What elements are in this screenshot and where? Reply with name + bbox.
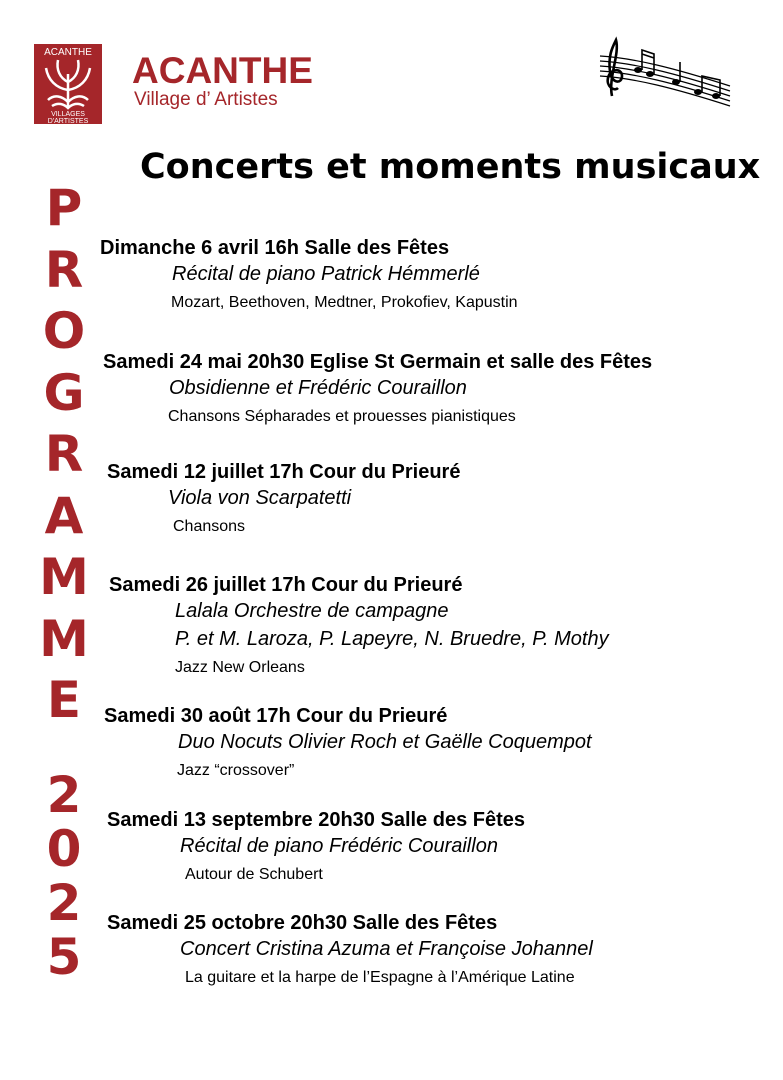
- event-heading: Samedi 13 septembre 20h30 Salle des Fêtes: [107, 809, 525, 831]
- event-heading: Dimanche 6 avril 16h Salle des Fêtes: [100, 237, 450, 259]
- event-note: Mozart, Beethoven, Medtner, Prokofiev, Kapustin: [171, 294, 518, 311]
- event-item: [107, 460, 460, 540]
- programme-letter: A: [44, 486, 84, 545]
- programme-letter: E: [46, 671, 82, 729]
- music-notes-icon: [594, 34, 734, 108]
- event-performer: Concert Cristina Azuma et Françoise Johannel: [180, 938, 593, 960]
- year-digit: 5: [46, 928, 82, 986]
- event-performer: Récital de piano Patrick Hémmerlé: [172, 263, 480, 285]
- event-heading: Samedi 24 mai 20h30 Eglise St Germain et salle des Fêtes: [103, 351, 653, 373]
- programme-letter: R: [44, 240, 84, 299]
- brand-subtitle: Village d’ Artistes: [134, 89, 278, 110]
- event-heading: Samedi 26 juillet 17h Cour du Prieuré: [109, 574, 463, 596]
- event-note: Jazz New Orleans: [175, 659, 305, 676]
- svg-text:D'ARTISTES: D'ARTISTES: [47, 118, 89, 124]
- event-performer: P. et M. Laroza, P. Lapeyre, N. Bruedre, P. Mothy: [175, 628, 609, 650]
- programme-letter: O: [42, 302, 86, 360]
- svg-text:VILLAGES: VILLAGES: [51, 111, 85, 118]
- event-performer: Lalala Orchestre de campagne: [175, 600, 449, 622]
- event-item: [107, 808, 525, 888]
- event-item: [104, 704, 592, 784]
- event-note: Chansons Sépharades et prouesses pianistiques: [168, 408, 516, 425]
- year-digit: 2: [46, 766, 82, 824]
- event-performer: Obsidienne et Frédéric Couraillon: [169, 377, 467, 399]
- event-heading: Samedi 30 août 17h Cour du Prieuré: [104, 705, 448, 727]
- page-title: Concerts et moments musicaux: [140, 147, 761, 187]
- programme-vertical-year: [38, 768, 90, 984]
- event-item: [103, 350, 652, 430]
- acanthe-logo: [34, 44, 102, 124]
- programme-letter: M: [39, 609, 89, 668]
- event-heading: Samedi 12 juillet 17h Cour du Prieuré: [107, 461, 461, 483]
- event-note: Autour de Schubert: [185, 866, 323, 883]
- programme-letter: R: [44, 425, 84, 483]
- event-item: [107, 911, 593, 991]
- event-item: [100, 236, 518, 316]
- programme-letter: M: [39, 548, 89, 606]
- event-note: Chansons: [173, 518, 246, 535]
- event-heading: Samedi 25 octobre 20h30 Salle des Fêtes: [107, 912, 498, 934]
- programme-letter: P: [45, 179, 83, 237]
- year-digit: 0: [46, 820, 82, 878]
- programme-letter: G: [43, 363, 85, 422]
- event-performer: Viola von Scarpatetti: [168, 487, 352, 509]
- brand-name: ACANTHE: [132, 50, 313, 91]
- event-performer: Duo Nocuts Olivier Roch et Gaëlle Coquempot: [178, 731, 592, 753]
- event-note: La guitare et la harpe de l’Espagne à l’Amérique Latine: [185, 969, 575, 986]
- event-note: Jazz “crossover”: [177, 762, 295, 779]
- event-performer: Récital de piano Frédéric Couraillon: [180, 835, 498, 857]
- event-item: [109, 573, 609, 681]
- logo-top-text: ACANTHE: [44, 47, 92, 58]
- programme-vertical-word: [38, 178, 90, 732]
- year-digit: 2: [46, 874, 82, 932]
